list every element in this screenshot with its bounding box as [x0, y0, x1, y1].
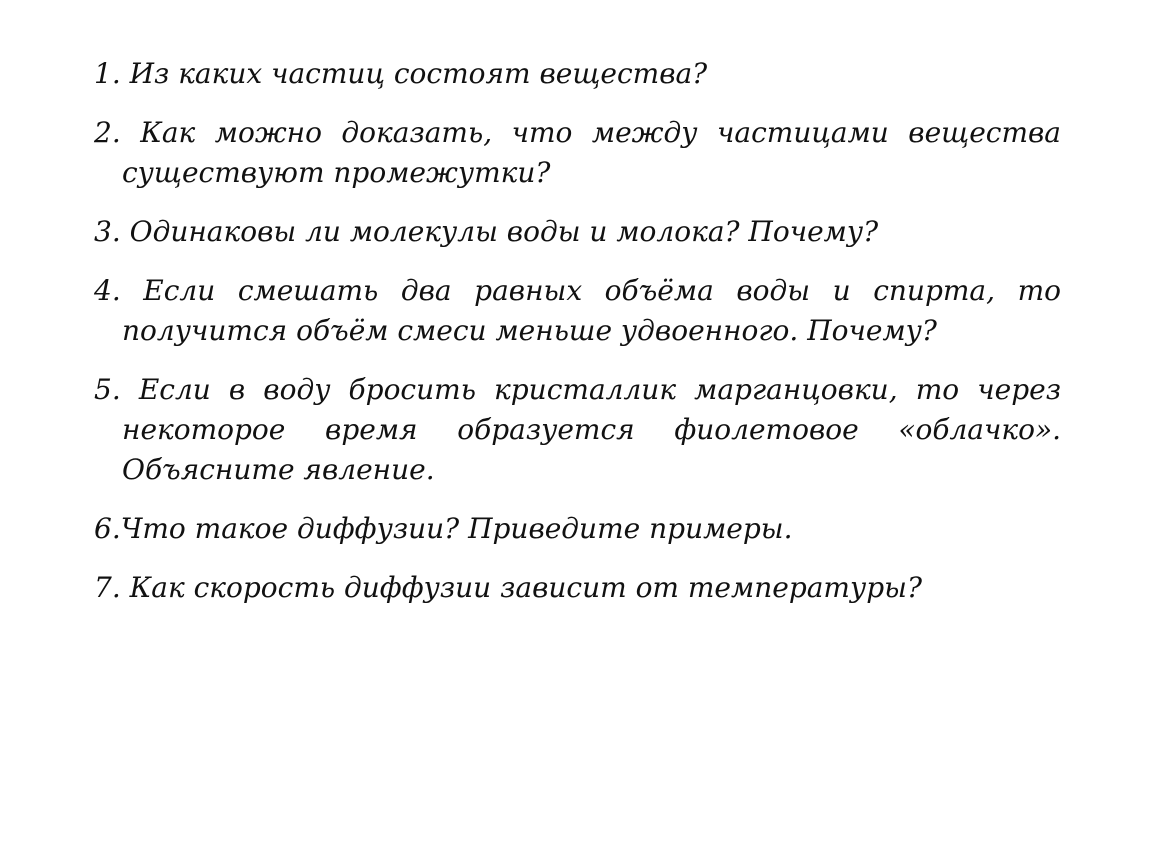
question-6: 6.Что такое диффузии? Приведите примеры. — [94, 512, 793, 545]
question-4: 4. Если смешать два равных объёма воды и спирта, то получится объём смеси меньше удвоенного. Почему? — [94, 274, 1061, 347]
question-list — [94, 54, 1061, 608]
question-5: 5. Если в воду бросить кристаллик марганцовки, то через некоторое время образуется фиолетовое «облачко». Объясните явление. — [94, 373, 1061, 486]
question-3: 3. Одинаковы ли молекулы воды и молока? Почему? — [94, 215, 879, 248]
question-2: 2. Как можно доказать, что между частицами вещества существуют промежутки? — [94, 116, 1061, 189]
question-7: 7. Как скорость диффузии зависит от температуры? — [94, 571, 922, 604]
question-1: 1. Из каких частиц состоят вещества? — [94, 57, 708, 90]
